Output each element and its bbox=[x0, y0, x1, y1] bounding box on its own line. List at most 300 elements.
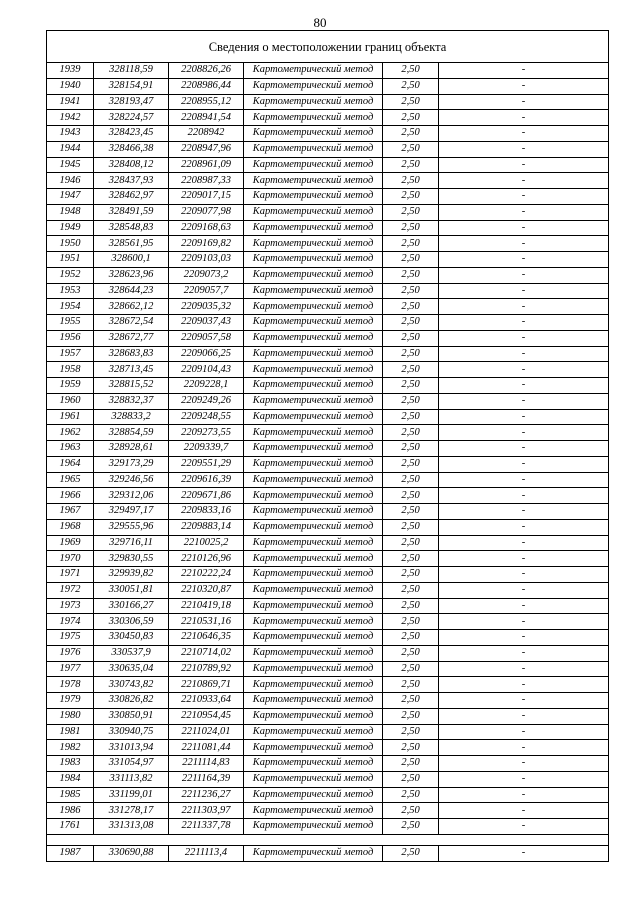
x-coordinate-cell: 328408,12 bbox=[94, 157, 169, 173]
table-row bbox=[47, 693, 609, 709]
y-coordinate-cell: 2209073,2 bbox=[169, 267, 244, 283]
y-coordinate-cell: 2210025,2 bbox=[169, 535, 244, 551]
x-coordinate-cell: 328683,83 bbox=[94, 346, 169, 362]
note-cell: - bbox=[439, 267, 609, 283]
x-coordinate-cell: 330850,91 bbox=[94, 708, 169, 724]
table-row bbox=[47, 708, 609, 724]
x-coordinate-cell: 328491,59 bbox=[94, 204, 169, 220]
point-number-cell: 1952 bbox=[47, 267, 94, 283]
table-row bbox=[47, 78, 609, 94]
method-cell: Картометрический метод bbox=[244, 582, 383, 598]
x-coordinate-cell: 330450,83 bbox=[94, 630, 169, 646]
note-cell: - bbox=[439, 63, 609, 79]
table-row bbox=[47, 409, 609, 425]
table-row bbox=[47, 63, 609, 79]
accuracy-cell: 2,50 bbox=[383, 126, 439, 142]
y-coordinate-cell: 2211303,97 bbox=[169, 803, 244, 819]
method-cell: Картометрический метод bbox=[244, 299, 383, 315]
method-cell: Картометрический метод bbox=[244, 63, 383, 79]
accuracy-cell: 2,50 bbox=[383, 409, 439, 425]
point-number-cell: 1967 bbox=[47, 504, 94, 520]
accuracy-cell: 2,50 bbox=[383, 283, 439, 299]
note-cell: - bbox=[439, 78, 609, 94]
point-number-cell: 1957 bbox=[47, 346, 94, 362]
accuracy-cell: 2,50 bbox=[383, 661, 439, 677]
accuracy-cell: 2,50 bbox=[383, 362, 439, 378]
x-coordinate-cell: 328423,45 bbox=[94, 126, 169, 142]
x-coordinate-cell: 328466,38 bbox=[94, 141, 169, 157]
y-coordinate-cell: 2210789,92 bbox=[169, 661, 244, 677]
method-cell: Картометрический метод bbox=[244, 645, 383, 661]
table-row bbox=[47, 845, 609, 861]
accuracy-cell: 2,50 bbox=[383, 551, 439, 567]
point-number-cell: 1964 bbox=[47, 456, 94, 472]
y-coordinate-cell: 2209168,63 bbox=[169, 220, 244, 236]
point-number-cell: 1982 bbox=[47, 740, 94, 756]
point-number-cell: 1963 bbox=[47, 441, 94, 457]
y-coordinate-cell: 2211337,78 bbox=[169, 819, 244, 835]
y-coordinate-cell: 2210531,16 bbox=[169, 614, 244, 630]
table-row bbox=[47, 551, 609, 567]
accuracy-cell: 2,50 bbox=[383, 189, 439, 205]
table-row bbox=[47, 787, 609, 803]
x-coordinate-cell: 328815,52 bbox=[94, 378, 169, 394]
accuracy-cell: 2,50 bbox=[383, 267, 439, 283]
point-number-cell: 1976 bbox=[47, 645, 94, 661]
y-coordinate-cell: 2209228,1 bbox=[169, 378, 244, 394]
point-number-cell: 1985 bbox=[47, 787, 94, 803]
method-cell: Картометрический метод bbox=[244, 551, 383, 567]
y-coordinate-cell: 2211236,27 bbox=[169, 787, 244, 803]
point-number-cell: 1969 bbox=[47, 535, 94, 551]
method-cell: Картометрический метод bbox=[244, 724, 383, 740]
x-coordinate-cell: 331054,97 bbox=[94, 756, 169, 772]
method-cell: Картометрический метод bbox=[244, 220, 383, 236]
method-cell: Картометрический метод bbox=[244, 472, 383, 488]
note-cell: - bbox=[439, 787, 609, 803]
boundary-table-frame bbox=[46, 30, 608, 862]
method-cell: Картометрический метод bbox=[244, 94, 383, 110]
method-cell: Картометрический метод bbox=[244, 787, 383, 803]
method-cell: Картометрический метод bbox=[244, 488, 383, 504]
accuracy-cell: 2,50 bbox=[383, 771, 439, 787]
accuracy-cell: 2,50 bbox=[383, 645, 439, 661]
table-row bbox=[47, 504, 609, 520]
table-row bbox=[47, 441, 609, 457]
table-row bbox=[47, 756, 609, 772]
accuracy-cell: 2,50 bbox=[383, 63, 439, 79]
x-coordinate-cell: 330690,88 bbox=[94, 845, 169, 861]
method-cell: Картометрический метод bbox=[244, 315, 383, 331]
y-coordinate-cell: 2209017,15 bbox=[169, 189, 244, 205]
note-cell: - bbox=[439, 551, 609, 567]
accuracy-cell: 2,50 bbox=[383, 724, 439, 740]
x-coordinate-cell: 328224,57 bbox=[94, 110, 169, 126]
point-number-cell: 1980 bbox=[47, 708, 94, 724]
point-number-cell: 1956 bbox=[47, 330, 94, 346]
accuracy-cell: 2,50 bbox=[383, 220, 439, 236]
y-coordinate-cell: 2210222,24 bbox=[169, 567, 244, 583]
note-cell: - bbox=[439, 252, 609, 268]
point-number-cell: 1944 bbox=[47, 141, 94, 157]
table-row bbox=[47, 94, 609, 110]
note-cell: - bbox=[439, 110, 609, 126]
x-coordinate-cell: 330537,9 bbox=[94, 645, 169, 661]
x-coordinate-cell: 328854,59 bbox=[94, 425, 169, 441]
x-coordinate-cell: 331013,94 bbox=[94, 740, 169, 756]
x-coordinate-cell: 330743,82 bbox=[94, 677, 169, 693]
y-coordinate-cell: 2208826,26 bbox=[169, 63, 244, 79]
table-row bbox=[47, 252, 609, 268]
method-cell: Картометрический метод bbox=[244, 189, 383, 205]
x-coordinate-cell: 328437,93 bbox=[94, 173, 169, 189]
accuracy-cell: 2,50 bbox=[383, 299, 439, 315]
note-cell: - bbox=[439, 441, 609, 457]
point-number-cell: 1975 bbox=[47, 630, 94, 646]
note-cell: - bbox=[439, 845, 609, 861]
table-row bbox=[47, 456, 609, 472]
y-coordinate-cell: 2210954,45 bbox=[169, 708, 244, 724]
method-cell: Картометрический метод bbox=[244, 708, 383, 724]
x-coordinate-cell: 328623,96 bbox=[94, 267, 169, 283]
method-cell: Картометрический метод bbox=[244, 771, 383, 787]
point-number-cell: 1968 bbox=[47, 519, 94, 535]
table-row bbox=[47, 173, 609, 189]
accuracy-cell: 2,50 bbox=[383, 614, 439, 630]
table-row bbox=[47, 267, 609, 283]
note-cell: - bbox=[439, 819, 609, 835]
accuracy-cell: 2,50 bbox=[383, 378, 439, 394]
x-coordinate-cell: 328833,2 bbox=[94, 409, 169, 425]
point-number-cell: 1971 bbox=[47, 567, 94, 583]
method-cell: Картометрический метод bbox=[244, 409, 383, 425]
x-coordinate-cell: 328600,1 bbox=[94, 252, 169, 268]
method-cell: Картометрический метод bbox=[244, 393, 383, 409]
note-cell: - bbox=[439, 173, 609, 189]
accuracy-cell: 2,50 bbox=[383, 346, 439, 362]
point-number-cell: 1945 bbox=[47, 157, 94, 173]
accuracy-cell: 2,50 bbox=[383, 393, 439, 409]
table-row bbox=[47, 126, 609, 142]
note-cell: - bbox=[439, 504, 609, 520]
accuracy-cell: 2,50 bbox=[383, 173, 439, 189]
accuracy-cell: 2,50 bbox=[383, 315, 439, 331]
note-cell: - bbox=[439, 693, 609, 709]
y-coordinate-cell: 2208947,96 bbox=[169, 141, 244, 157]
x-coordinate-cell: 328928,61 bbox=[94, 441, 169, 457]
accuracy-cell: 2,50 bbox=[383, 819, 439, 835]
method-cell: Картометрический метод bbox=[244, 425, 383, 441]
table-title: Сведения о местоположении границ объекта bbox=[47, 31, 609, 63]
point-number-cell: 1940 bbox=[47, 78, 94, 94]
accuracy-cell: 2,50 bbox=[383, 425, 439, 441]
table-row bbox=[47, 819, 609, 835]
table-row bbox=[47, 346, 609, 362]
note-cell: - bbox=[439, 378, 609, 394]
point-number-cell: 1958 bbox=[47, 362, 94, 378]
point-number-cell: 1977 bbox=[47, 661, 94, 677]
table-row bbox=[47, 582, 609, 598]
point-number-cell: 1939 bbox=[47, 63, 94, 79]
y-coordinate-cell: 2210419,18 bbox=[169, 598, 244, 614]
note-cell: - bbox=[439, 236, 609, 252]
table-row bbox=[47, 614, 609, 630]
y-coordinate-cell: 2209035,32 bbox=[169, 299, 244, 315]
table-row bbox=[47, 661, 609, 677]
y-coordinate-cell: 2211081,44 bbox=[169, 740, 244, 756]
table-row bbox=[47, 220, 609, 236]
accuracy-cell: 2,50 bbox=[383, 740, 439, 756]
accuracy-cell: 2,50 bbox=[383, 630, 439, 646]
method-cell: Картометрический метод bbox=[244, 456, 383, 472]
accuracy-cell: 2,50 bbox=[383, 204, 439, 220]
method-cell: Картометрический метод bbox=[244, 441, 383, 457]
table-row bbox=[47, 283, 609, 299]
x-coordinate-cell: 328193,47 bbox=[94, 94, 169, 110]
table-row bbox=[47, 803, 609, 819]
accuracy-cell: 2,50 bbox=[383, 472, 439, 488]
y-coordinate-cell: 2209248,55 bbox=[169, 409, 244, 425]
point-number-cell: 1973 bbox=[47, 598, 94, 614]
boundary-coordinates-table bbox=[46, 30, 609, 862]
accuracy-cell: 2,50 bbox=[383, 845, 439, 861]
accuracy-cell: 2,50 bbox=[383, 78, 439, 94]
x-coordinate-cell: 329555,96 bbox=[94, 519, 169, 535]
note-cell: - bbox=[439, 708, 609, 724]
table-row bbox=[47, 141, 609, 157]
accuracy-cell: 2,50 bbox=[383, 504, 439, 520]
note-cell: - bbox=[439, 567, 609, 583]
point-number-cell: 1984 bbox=[47, 771, 94, 787]
y-coordinate-cell: 2208961,09 bbox=[169, 157, 244, 173]
table-row bbox=[47, 110, 609, 126]
y-coordinate-cell: 2209616,39 bbox=[169, 472, 244, 488]
method-cell: Картометрический метод bbox=[244, 845, 383, 861]
method-cell: Картометрический метод bbox=[244, 598, 383, 614]
point-number-cell: 1946 bbox=[47, 173, 94, 189]
table-row bbox=[47, 299, 609, 315]
method-cell: Картометрический метод bbox=[244, 157, 383, 173]
note-cell: - bbox=[439, 141, 609, 157]
x-coordinate-cell: 328644,23 bbox=[94, 283, 169, 299]
note-cell: - bbox=[439, 315, 609, 331]
y-coordinate-cell: 2209671,86 bbox=[169, 488, 244, 504]
x-coordinate-cell: 328713,45 bbox=[94, 362, 169, 378]
point-number-cell: 1966 bbox=[47, 488, 94, 504]
note-cell: - bbox=[439, 393, 609, 409]
table-row bbox=[47, 472, 609, 488]
point-number-cell: 1943 bbox=[47, 126, 94, 142]
y-coordinate-cell: 2209273,55 bbox=[169, 425, 244, 441]
point-number-cell: 1965 bbox=[47, 472, 94, 488]
note-cell: - bbox=[439, 582, 609, 598]
table-row bbox=[47, 724, 609, 740]
table-row bbox=[47, 488, 609, 504]
accuracy-cell: 2,50 bbox=[383, 519, 439, 535]
note-cell: - bbox=[439, 472, 609, 488]
method-cell: Картометрический метод bbox=[244, 283, 383, 299]
method-cell: Картометрический метод bbox=[244, 330, 383, 346]
table-row bbox=[47, 740, 609, 756]
y-coordinate-cell: 2211164,39 bbox=[169, 771, 244, 787]
note-cell: - bbox=[439, 330, 609, 346]
y-coordinate-cell: 2210646,35 bbox=[169, 630, 244, 646]
accuracy-cell: 2,50 bbox=[383, 535, 439, 551]
table-row bbox=[47, 378, 609, 394]
point-number-cell: 1981 bbox=[47, 724, 94, 740]
point-number-cell: 1761 bbox=[47, 819, 94, 835]
note-cell: - bbox=[439, 661, 609, 677]
x-coordinate-cell: 329246,56 bbox=[94, 472, 169, 488]
accuracy-cell: 2,50 bbox=[383, 110, 439, 126]
x-coordinate-cell: 329939,82 bbox=[94, 567, 169, 583]
method-cell: Картометрический метод bbox=[244, 677, 383, 693]
accuracy-cell: 2,50 bbox=[383, 693, 439, 709]
note-cell: - bbox=[439, 519, 609, 535]
table-row bbox=[47, 189, 609, 205]
method-cell: Картометрический метод bbox=[244, 630, 383, 646]
method-cell: Картометрический метод bbox=[244, 614, 383, 630]
x-coordinate-cell: 329830,55 bbox=[94, 551, 169, 567]
y-coordinate-cell: 2209551,29 bbox=[169, 456, 244, 472]
x-coordinate-cell: 330826,82 bbox=[94, 693, 169, 709]
point-number-cell: 1974 bbox=[47, 614, 94, 630]
table-gap-cell bbox=[47, 834, 609, 845]
note-cell: - bbox=[439, 189, 609, 205]
table-row bbox=[47, 204, 609, 220]
y-coordinate-cell: 2210869,71 bbox=[169, 677, 244, 693]
accuracy-cell: 2,50 bbox=[383, 94, 439, 110]
table-title-row bbox=[47, 31, 609, 63]
x-coordinate-cell: 330940,75 bbox=[94, 724, 169, 740]
y-coordinate-cell: 2209249,26 bbox=[169, 393, 244, 409]
table-row bbox=[47, 362, 609, 378]
table-row bbox=[47, 393, 609, 409]
method-cell: Картометрический метод bbox=[244, 267, 383, 283]
x-coordinate-cell: 331113,82 bbox=[94, 771, 169, 787]
note-cell: - bbox=[439, 645, 609, 661]
note-cell: - bbox=[439, 362, 609, 378]
note-cell: - bbox=[439, 157, 609, 173]
y-coordinate-cell: 2209339,7 bbox=[169, 441, 244, 457]
note-cell: - bbox=[439, 771, 609, 787]
point-number-cell: 1950 bbox=[47, 236, 94, 252]
point-number-cell: 1949 bbox=[47, 220, 94, 236]
accuracy-cell: 2,50 bbox=[383, 708, 439, 724]
x-coordinate-cell: 328154,91 bbox=[94, 78, 169, 94]
point-number-cell: 1960 bbox=[47, 393, 94, 409]
x-coordinate-cell: 330306,59 bbox=[94, 614, 169, 630]
point-number-cell: 1962 bbox=[47, 425, 94, 441]
table-row bbox=[47, 630, 609, 646]
table-row bbox=[47, 425, 609, 441]
table-row bbox=[47, 330, 609, 346]
x-coordinate-cell: 331313,08 bbox=[94, 819, 169, 835]
table-row bbox=[47, 645, 609, 661]
note-cell: - bbox=[439, 220, 609, 236]
accuracy-cell: 2,50 bbox=[383, 598, 439, 614]
point-number-cell: 1978 bbox=[47, 677, 94, 693]
accuracy-cell: 2,50 bbox=[383, 236, 439, 252]
method-cell: Картометрический метод bbox=[244, 819, 383, 835]
y-coordinate-cell: 2208986,44 bbox=[169, 78, 244, 94]
x-coordinate-cell: 329716,11 bbox=[94, 535, 169, 551]
note-cell: - bbox=[439, 724, 609, 740]
y-coordinate-cell: 2208941,54 bbox=[169, 110, 244, 126]
x-coordinate-cell: 328662,12 bbox=[94, 299, 169, 315]
method-cell: Картометрический метод bbox=[244, 693, 383, 709]
x-coordinate-cell: 331199,01 bbox=[94, 787, 169, 803]
y-coordinate-cell: 2210126,96 bbox=[169, 551, 244, 567]
method-cell: Картометрический метод bbox=[244, 519, 383, 535]
point-number-cell: 1987 bbox=[47, 845, 94, 861]
note-cell: - bbox=[439, 346, 609, 362]
y-coordinate-cell: 2208987,33 bbox=[169, 173, 244, 189]
table-row bbox=[47, 567, 609, 583]
table-row bbox=[47, 535, 609, 551]
accuracy-cell: 2,50 bbox=[383, 141, 439, 157]
y-coordinate-cell: 2209833,16 bbox=[169, 504, 244, 520]
note-cell: - bbox=[439, 677, 609, 693]
x-coordinate-cell: 328672,77 bbox=[94, 330, 169, 346]
y-coordinate-cell: 2209103,03 bbox=[169, 252, 244, 268]
note-cell: - bbox=[439, 740, 609, 756]
accuracy-cell: 2,50 bbox=[383, 252, 439, 268]
point-number-cell: 1942 bbox=[47, 110, 94, 126]
y-coordinate-cell: 2209169,82 bbox=[169, 236, 244, 252]
note-cell: - bbox=[439, 409, 609, 425]
method-cell: Картометрический метод bbox=[244, 378, 383, 394]
x-coordinate-cell: 328462,97 bbox=[94, 189, 169, 205]
point-number-cell: 1972 bbox=[47, 582, 94, 598]
note-cell: - bbox=[439, 598, 609, 614]
y-coordinate-cell: 2209066,25 bbox=[169, 346, 244, 362]
point-number-cell: 1948 bbox=[47, 204, 94, 220]
y-coordinate-cell: 2209077,98 bbox=[169, 204, 244, 220]
table-row bbox=[47, 598, 609, 614]
point-number-cell: 1986 bbox=[47, 803, 94, 819]
x-coordinate-cell: 328118,59 bbox=[94, 63, 169, 79]
accuracy-cell: 2,50 bbox=[383, 756, 439, 772]
table-row bbox=[47, 677, 609, 693]
y-coordinate-cell: 2211114,83 bbox=[169, 756, 244, 772]
page-number: 80 bbox=[313, 15, 327, 30]
x-coordinate-cell: 329312,06 bbox=[94, 488, 169, 504]
method-cell: Картометрический метод bbox=[244, 346, 383, 362]
method-cell: Картометрический метод bbox=[244, 535, 383, 551]
y-coordinate-cell: 2209104,43 bbox=[169, 362, 244, 378]
note-cell: - bbox=[439, 299, 609, 315]
x-coordinate-cell: 331278,17 bbox=[94, 803, 169, 819]
point-number-cell: 1954 bbox=[47, 299, 94, 315]
y-coordinate-cell: 2211024,01 bbox=[169, 724, 244, 740]
x-coordinate-cell: 328672,54 bbox=[94, 315, 169, 331]
table-row bbox=[47, 771, 609, 787]
x-coordinate-cell: 328832,37 bbox=[94, 393, 169, 409]
note-cell: - bbox=[439, 456, 609, 472]
y-coordinate-cell: 2210320,87 bbox=[169, 582, 244, 598]
table-gap-row bbox=[47, 834, 609, 845]
point-number-cell: 1970 bbox=[47, 551, 94, 567]
table-row bbox=[47, 157, 609, 173]
method-cell: Картометрический метод bbox=[244, 126, 383, 142]
note-cell: - bbox=[439, 126, 609, 142]
x-coordinate-cell: 330051,81 bbox=[94, 582, 169, 598]
x-coordinate-cell: 329497,17 bbox=[94, 504, 169, 520]
x-coordinate-cell: 328561,95 bbox=[94, 236, 169, 252]
note-cell: - bbox=[439, 94, 609, 110]
x-coordinate-cell: 329173,29 bbox=[94, 456, 169, 472]
